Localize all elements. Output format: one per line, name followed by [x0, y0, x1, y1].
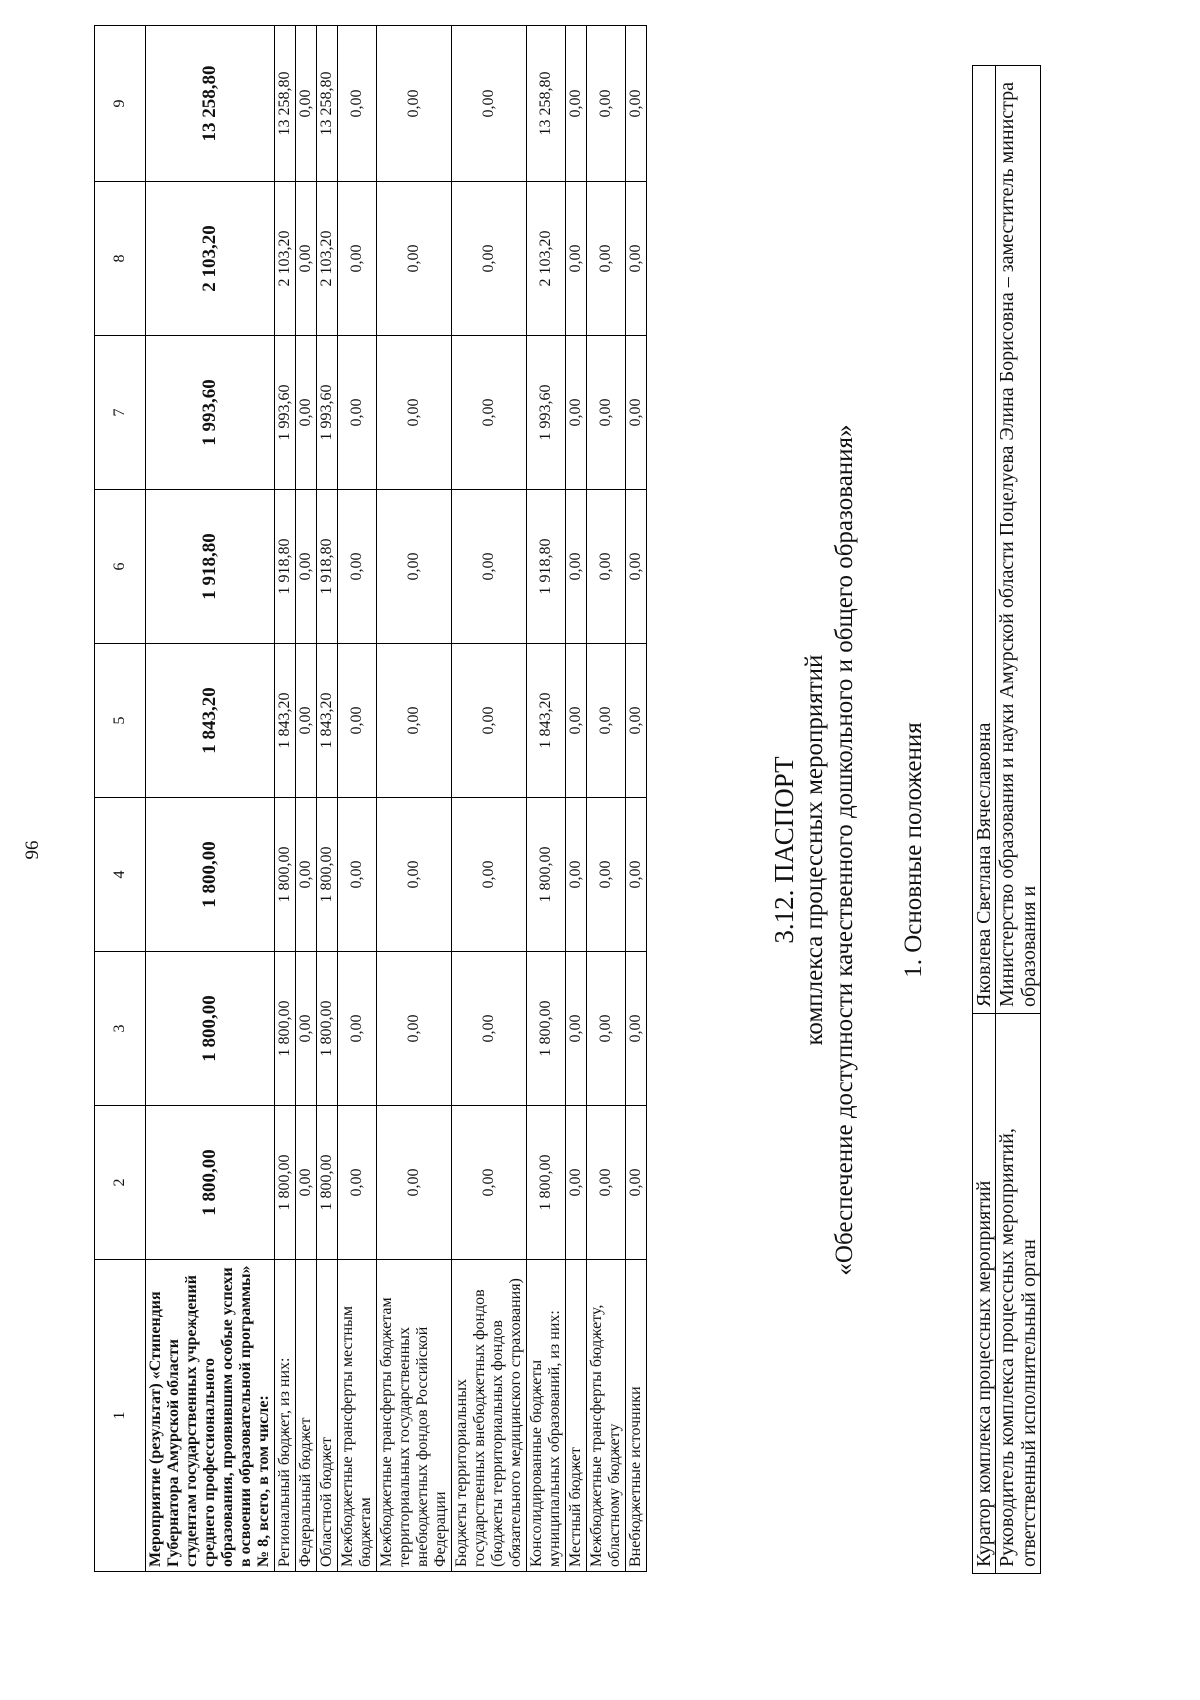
info-row [973, 66, 996, 1574]
cell-value: 1 993,60 [317, 336, 338, 490]
col-header: 7 [95, 336, 146, 490]
passport-heading [768, 0, 860, 1700]
cell-value: 0,00 [452, 952, 527, 1106]
info-label: Руководитель комплекса процессных мероприятий, ответственный исполнительный орган [996, 1014, 1041, 1574]
row-label: Внебюджетные источники [626, 1260, 647, 1572]
table-row [452, 26, 527, 1572]
cell-value: 13 258,80 [275, 26, 296, 182]
cell-value: 0,00 [566, 952, 587, 1106]
col-header: 2 [95, 1106, 146, 1260]
cell-value: 0,00 [296, 798, 317, 952]
info-table [972, 65, 1041, 1574]
cell-value: 0,00 [587, 182, 626, 336]
col-header: 9 [95, 26, 146, 182]
cell-value: 0,00 [338, 26, 377, 182]
cell-value: 13 258,80 [527, 26, 566, 182]
cell-value: 13 258,80 [146, 26, 275, 182]
table-row [317, 26, 338, 1572]
cell-value: 2 103,20 [317, 182, 338, 336]
col-header: 5 [95, 644, 146, 798]
cell-value: 1 843,20 [146, 644, 275, 798]
cell-value: 0,00 [587, 798, 626, 952]
cell-value: 1 800,00 [275, 798, 296, 952]
cell-value: 0,00 [338, 644, 377, 798]
cell-value: 2 103,20 [146, 182, 275, 336]
cell-value: 0,00 [587, 26, 626, 182]
col-header: 1 [95, 1260, 146, 1572]
row-label: Бюджеты территориальных государственных внебюджетных фондов (бюджеты территориальных фондов обязательного медицинского страхования) [452, 1260, 527, 1572]
passport-subtitle: комплекса процессных мероприятий [801, 654, 828, 1046]
cell-value: 1 800,00 [146, 952, 275, 1106]
financing-table [94, 25, 647, 1572]
cell-value: 0,00 [296, 26, 317, 182]
cell-value: 0,00 [452, 798, 527, 952]
cell-value: 0,00 [566, 644, 587, 798]
cell-value: 0,00 [626, 336, 647, 490]
cell-value: 0,00 [377, 644, 452, 798]
cell-value: 1 800,00 [317, 798, 338, 952]
cell-value: 0,00 [338, 952, 377, 1106]
cell-value: 0,00 [587, 336, 626, 490]
cell-value: 0,00 [338, 798, 377, 952]
cell-value: 1 800,00 [317, 952, 338, 1106]
cell-value: 1 918,80 [275, 490, 296, 644]
cell-value: 1 918,80 [317, 490, 338, 644]
cell-value: 1 800,00 [527, 798, 566, 952]
cell-value: 0,00 [377, 952, 452, 1106]
cell-value: 0,00 [377, 182, 452, 336]
table-row [377, 26, 452, 1572]
col-header: 4 [95, 798, 146, 952]
cell-value: 1 843,20 [527, 644, 566, 798]
cell-value: 0,00 [626, 644, 647, 798]
cell-value: 0,00 [452, 644, 527, 798]
info-value: Яковлева Светлана Вячеславовна [973, 66, 996, 1014]
cell-value: 0,00 [377, 26, 452, 182]
cell-value: 0,00 [338, 336, 377, 490]
cell-value: 0,00 [377, 798, 452, 952]
cell-value: 0,00 [296, 336, 317, 490]
cell-value: 0,00 [587, 644, 626, 798]
cell-value: 0,00 [626, 952, 647, 1106]
cell-value: 0,00 [338, 182, 377, 336]
table-row [566, 26, 587, 1572]
info-row [996, 66, 1041, 1574]
table-row [338, 26, 377, 1572]
cell-value: 0,00 [296, 1106, 317, 1260]
section-heading: 1. Основные положения [900, 722, 927, 978]
row-label: Межбюджетные трансферты бюджету, областному бюджету [587, 1260, 626, 1572]
table-row [275, 26, 296, 1572]
cell-value: 0,00 [296, 490, 317, 644]
cell-value: 0,00 [452, 490, 527, 644]
cell-value: 0,00 [626, 26, 647, 182]
cell-value: 2 103,20 [527, 182, 566, 336]
cell-value: 1 800,00 [275, 1106, 296, 1260]
col-header: 8 [95, 182, 146, 336]
cell-value: 0,00 [566, 1106, 587, 1260]
table-row [626, 26, 647, 1572]
cell-value: 0,00 [566, 182, 587, 336]
passport-name: «Обеспечение доступности качественного дошкольного и общего образования» [831, 424, 858, 1276]
info-label: Куратор комплекса процессных мероприятий [973, 1014, 996, 1574]
cell-value: 1 993,60 [275, 336, 296, 490]
cell-value: 0,00 [338, 1106, 377, 1260]
cell-value: 0,00 [452, 26, 527, 182]
cell-value: 1 800,00 [146, 1106, 275, 1260]
cell-value: 0,00 [452, 1106, 527, 1260]
cell-value: 0,00 [296, 952, 317, 1106]
row-label: Региональный бюджет, из них: [275, 1260, 296, 1572]
cell-value: 1 918,80 [527, 490, 566, 644]
cell-value: 1 800,00 [527, 1106, 566, 1260]
cell-value: 0,00 [296, 644, 317, 798]
cell-value: 0,00 [626, 490, 647, 644]
cell-value: 1 800,00 [317, 1106, 338, 1260]
cell-value: 0,00 [296, 182, 317, 336]
row-label: Межбюджетные трансферты бюджетам территориальных государственных внебюджетных фондов Российской Федерации [377, 1260, 452, 1572]
cell-value: 0,00 [452, 182, 527, 336]
cell-value: 0,00 [566, 336, 587, 490]
cell-value: 13 258,80 [317, 26, 338, 182]
cell-value: 0,00 [377, 1106, 452, 1260]
table-row [587, 26, 626, 1572]
row-label: Областной бюджет [317, 1260, 338, 1572]
table-row-total [146, 26, 275, 1572]
cell-value: 1 993,60 [527, 336, 566, 490]
cell-value: 0,00 [377, 336, 452, 490]
cell-value: 1 843,20 [317, 644, 338, 798]
cell-value: 0,00 [587, 952, 626, 1106]
cell-value: 0,00 [587, 490, 626, 644]
page-number: 96 [22, 840, 43, 860]
cell-value: 1 800,00 [146, 798, 275, 952]
cell-value: 0,00 [566, 798, 587, 952]
row-label: Федеральный бюджет [296, 1260, 317, 1572]
cell-value: 0,00 [566, 26, 587, 182]
row-label: Местный бюджет [566, 1260, 587, 1572]
cell-value: 1 800,00 [527, 952, 566, 1106]
cell-value: 0,00 [566, 490, 587, 644]
cell-value: 0,00 [587, 1106, 626, 1260]
row-label: Консолидированные бюджеты муниципальных образований, из них: [527, 1260, 566, 1572]
cell-value: 0,00 [338, 490, 377, 644]
row-label: Мероприятие (результат) «Стипендия Губернатора Амурской области студентам государственных учреждений среднего профессионального образования, проявившим особые успехи в освоении образовательной программы» № 8, всего, в том числе: [146, 1260, 275, 1572]
cell-value: 0,00 [377, 490, 452, 644]
cell-value: 0,00 [626, 798, 647, 952]
col-header: 3 [95, 952, 146, 1106]
cell-value: 0,00 [452, 336, 527, 490]
table-row [296, 26, 317, 1572]
row-label: Межбюджетные трансферты местным бюджетам [338, 1260, 377, 1572]
cell-value: 1 918,80 [146, 490, 275, 644]
cell-value: 1 800,00 [275, 952, 296, 1106]
cell-value: 2 103,20 [275, 182, 296, 336]
table-header-row [95, 26, 146, 1572]
passport-title: 3.12. ПАСПОРТ [769, 756, 799, 944]
info-value: Министерство образования и науки Амурской области Поцелуева Элина Борисовна – заместитель министра образования и [996, 66, 1041, 1014]
table-row [527, 26, 566, 1572]
cell-value: 0,00 [626, 182, 647, 336]
cell-value: 1 993,60 [146, 336, 275, 490]
cell-value: 1 843,20 [275, 644, 296, 798]
cell-value: 0,00 [626, 1106, 647, 1260]
col-header: 6 [95, 490, 146, 644]
